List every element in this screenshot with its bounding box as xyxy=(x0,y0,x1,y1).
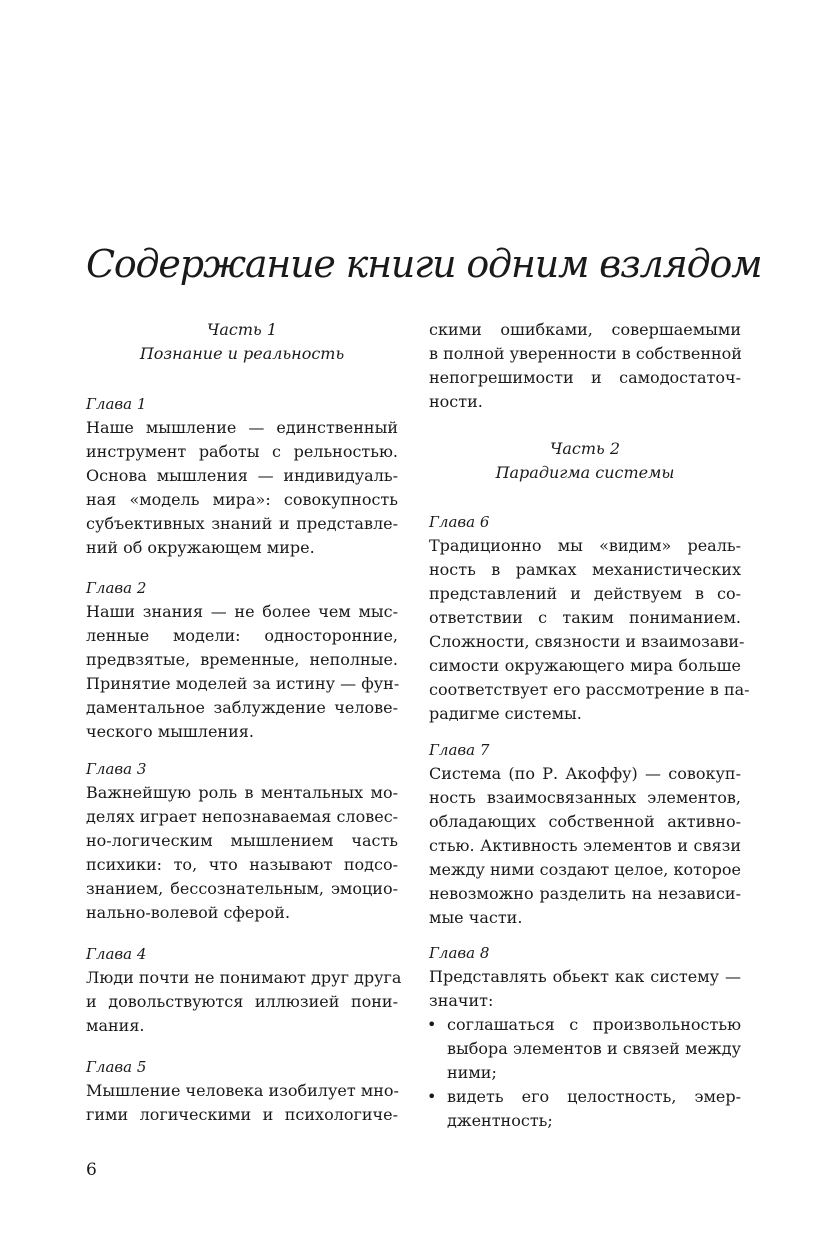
part-label: Часть 2 xyxy=(549,439,620,458)
chapter-7-label: Глава 7 xyxy=(429,741,490,759)
chapter-4-label: Глава 4 xyxy=(86,945,147,963)
chapter-7-text-line: ность взаимосвязанных элементов, xyxy=(429,788,741,807)
part-2-heading xyxy=(429,437,741,485)
chapter-2-label: Глава 2 xyxy=(86,579,147,597)
chapter-4-text-line: мания. xyxy=(86,1016,145,1035)
chapter-7-text-line: обладающих собственной активно- xyxy=(429,812,741,831)
bullet-item-line: ними; xyxy=(447,1063,497,1082)
bullet-item-line: выбора элементов и связей между xyxy=(447,1039,741,1058)
chapter-5-continuation-line: непогрешимости и самодостаточ- xyxy=(429,368,741,387)
part-label: Часть 1 xyxy=(206,320,277,339)
chapter-1-text-line: Наше мышление — единственный xyxy=(86,418,398,437)
chapter-7-text-line: невозможно разделить на независи- xyxy=(429,884,741,903)
chapter-4-text-line: Люди почти не понимают друг друга xyxy=(86,968,402,987)
chapter-6-text-line: ность в рамках механистических xyxy=(429,560,741,579)
chapter-5-continuation-line: в полной уверенности в собственной xyxy=(429,344,742,363)
part-name: Парадигма системы xyxy=(495,463,675,482)
chapter-1-text-line: ний об окружающем мире. xyxy=(86,538,315,557)
chapter-4-text-line: и довольствуются иллюзией пони- xyxy=(86,992,398,1011)
chapter-8-text-line: Представлять обьект как систему — xyxy=(429,967,741,986)
chapter-6-text-line: соответствует его рассмотрение в па- xyxy=(429,680,750,699)
chapter-7-text-line: стью. Активность элементов и связи xyxy=(429,836,741,855)
chapter-2-text-line: Принятие моделей за истину — фун- xyxy=(86,674,400,693)
chapter-5-continuation-line: скими ошибками, совершаемыми xyxy=(429,320,741,339)
chapter-8-text-line: значит: xyxy=(429,991,494,1010)
chapter-2-text-line: ческого мышления. xyxy=(86,722,254,741)
chapter-5-text-line: Мышление человека изобилует мно- xyxy=(86,1081,399,1100)
chapter-2-text-line: предвзятые, временные, неполные. xyxy=(86,650,398,669)
part-name: Познание и реальность xyxy=(139,344,345,363)
chapter-6-text-line: радигме системы. xyxy=(429,704,582,723)
part-1-heading xyxy=(86,318,398,366)
chapter-6-label: Глава 6 xyxy=(429,513,490,531)
chapter-7-text-line: Система (по Р. Акоффу) — совокуп- xyxy=(429,764,741,783)
chapter-6-text-line: Традиционно мы «видим» реаль- xyxy=(429,536,741,555)
chapter-3-text-line: но-логическим мышлением часть xyxy=(86,831,398,850)
chapter-1-text-line: субъективных знаний и представле- xyxy=(86,514,398,533)
bullet-item-line: джентность; xyxy=(447,1111,553,1130)
chapter-7-text-line: мые части. xyxy=(429,908,523,927)
chapter-2-text-line: ленные модели: односторонние, xyxy=(86,626,398,645)
chapter-6-text-line: представлений и действуем в со- xyxy=(429,584,741,603)
page-number: 6 xyxy=(86,1160,97,1180)
bullet-marker: • xyxy=(427,1015,437,1034)
chapter-3-text-line: психики: то, что называют подсо- xyxy=(86,855,398,874)
bullet-item-line: соглашаться с произвольностью xyxy=(447,1015,741,1034)
bullet-marker: • xyxy=(427,1087,437,1106)
chapter-3-text-line: знанием, бессознательным, эмоцио- xyxy=(86,879,398,898)
bullet-item-line: видеть его целостность, эмер- xyxy=(447,1087,741,1106)
chapter-3-text-line: Важнейшую роль в ментальных мо- xyxy=(86,783,398,802)
chapter-5-text-line: гими логическими и психологиче- xyxy=(86,1105,398,1124)
chapter-5-label: Глава 5 xyxy=(86,1058,147,1076)
chapter-3-text-line: делях играет непознаваемая словес- xyxy=(86,807,399,826)
chapter-1-text-line: ная «модель мира»: совокупность xyxy=(86,490,398,509)
chapter-3-text-line: нально-волевой сферой. xyxy=(86,903,291,922)
chapter-2-text-line: даментальное заблуждение челове- xyxy=(86,698,398,717)
page-title: Содержание книги одним взлядом xyxy=(86,242,762,286)
chapter-8-label: Глава 8 xyxy=(429,944,490,962)
chapter-1-text-line: инструмент работы с рельностью. xyxy=(86,442,398,461)
chapter-7-text-line: между ними создают целое, которое xyxy=(429,860,741,879)
chapter-1-text-line: Основа мышления — индивидуаль- xyxy=(86,466,398,485)
chapter-3-label: Глава 3 xyxy=(86,760,147,778)
chapter-5-continuation-line: ности. xyxy=(429,392,483,411)
chapter-1-label: Глава 1 xyxy=(86,395,147,413)
chapter-2-text-line: Наши знания — не более чем мыс- xyxy=(86,602,398,621)
chapter-6-text-line: ответствии с таким пониманием. xyxy=(429,608,741,627)
chapter-6-text-line: симости окружающего мира больше xyxy=(429,656,741,675)
chapter-6-text-line: Сложности, связности и взаимозави- xyxy=(429,632,745,651)
